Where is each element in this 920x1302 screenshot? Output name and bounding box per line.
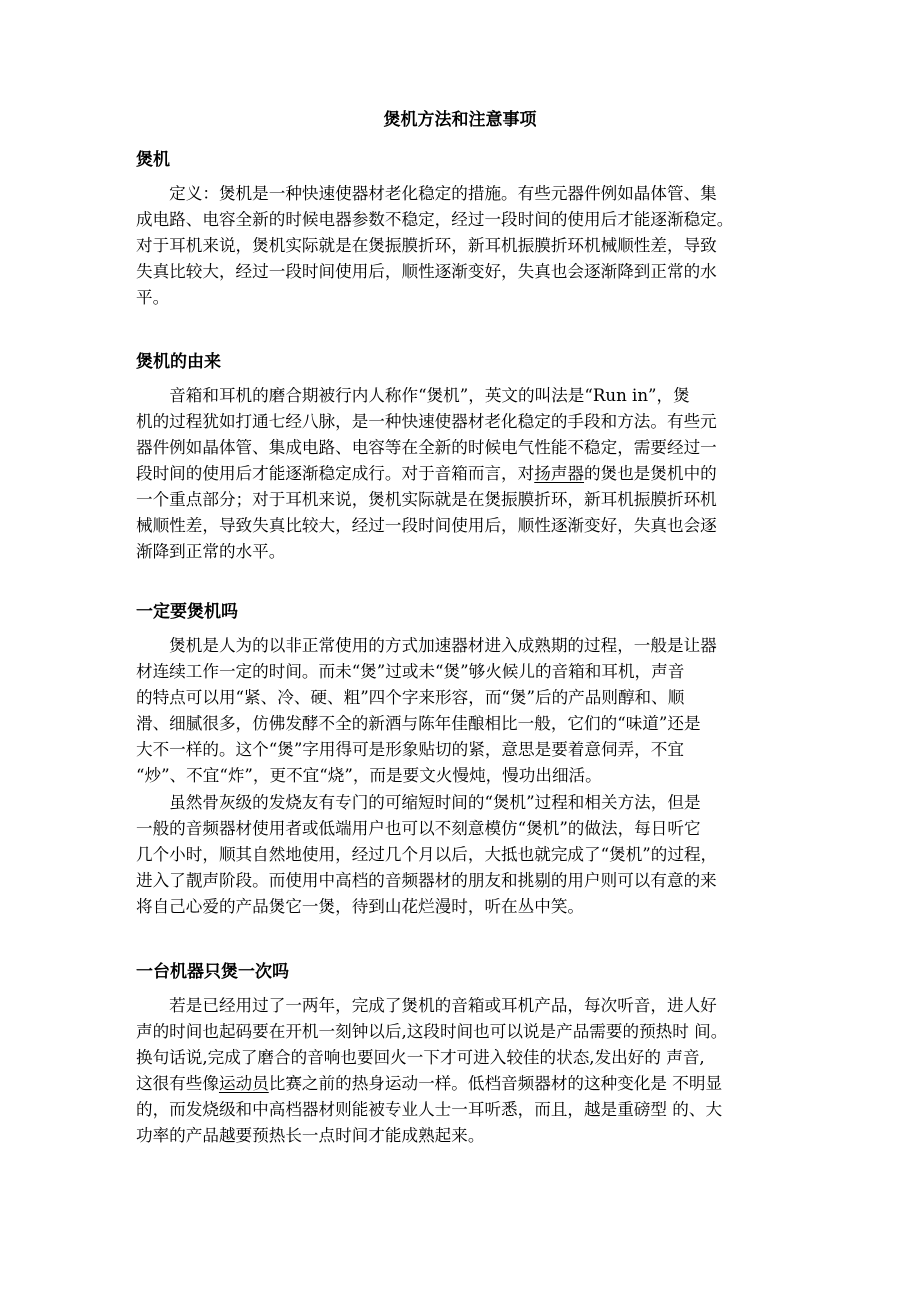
paragraph-once <box>136 993 790 1149</box>
paragraph-necessity-1 <box>136 633 790 789</box>
line-text: 比赛之前的热身运动一样。低档音频器材的这种变化是 不明显 <box>268 1074 723 1093</box>
paragraph-line: 声的时间也起码要在开机一刻钟以后,这段时间也可以说是产品需要的预热时 间。 <box>136 1022 728 1041</box>
paragraph-line: 一般的音频器材使用者或低端用户也可以不刻意模仿“煲机”的做法，每日听它 <box>136 819 701 838</box>
paragraph-line: 机的过程犹如打通七经八脉，是一种快速使器材老化稳定的手段和方法。有些元 <box>136 412 717 431</box>
paragraph-line: 几个小时，顺其自然地使用，经过几个月以后，大抵也就完成了“煲机”的过程， <box>136 845 718 864</box>
paragraph-line: 煲机是人为的以非正常使用的方式加速器材进入成熟期的过程，一般是让器 <box>136 636 717 655</box>
paragraph-line: 将自己心爱的产品煲它一煲，待到山花烂漫时，听在丛中笑。 <box>136 897 585 916</box>
paragraph-line: 一个重点部分；对于耳机来说，煲机实际就是在煲振膜折环，新耳机振膜折环机 <box>136 490 717 509</box>
paragraph-line <box>136 461 790 487</box>
section-heading-necessity: 一定要煲机吗 <box>136 602 238 622</box>
paragraph-line: 渐降到正常的水平。 <box>136 542 286 561</box>
paragraph-origin <box>136 383 790 565</box>
paragraph-line: 换句话说,完成了磨合的音响也要回火一下才可进入较佳的状态,发出好的 声音, <box>136 1048 705 1067</box>
paragraph-line: 功率的产品越要预热长一点时间才能成熟起来。 <box>136 1126 485 1145</box>
paragraph-line: 定义：煲机是一种快速使器材老化稳定的措施。有些元器件例如晶体管、集 <box>136 184 717 203</box>
paragraph-line: 械顺性差，导致失真比较大，经过一段时间使用后，顺性逐渐变好，失真也会逐 <box>136 516 717 535</box>
speaker-link[interactable]: 扬声器 <box>534 464 585 483</box>
paragraph-line: 成电路、电容全新的时候电器参数不稳定，经过一段时间的使用后才能逐渐稳定。 <box>136 210 734 229</box>
paragraph-line: 的特点可以用“紧、冷、硬、粗”四个字来形容，而“煲”后的产品则醇和、顺 <box>136 688 685 707</box>
paragraph-line: 的，而发烧级和中高档器材则能被专业人士一耳听悉，而且，越是重磅型 的、大 <box>136 1100 723 1119</box>
paragraph-line: 音箱和耳机的磨合期被行内人称作“煲机”，英文的叫法是“Run in”，煲 <box>136 386 690 405</box>
section-heading-definition: 煲机 <box>136 150 170 170</box>
paragraph-line: 虽然骨灰级的发烧友有专门的可缩短时间的“煲机”过程和相关方法，但是 <box>136 793 701 812</box>
document-title: 煲机方法和注意事项 <box>383 110 537 130</box>
paragraph-line: 进入了靓声阶段。而使用中高档的音频器材的朋友和挑剔的用户则可以有意的来 <box>136 871 717 890</box>
paragraph-necessity-2 <box>136 790 790 920</box>
line-text: 这很有些像 <box>136 1074 219 1093</box>
line-text: 的煲也是煲机中的 <box>584 464 717 483</box>
paragraph-line: 失真比较大，经过一段时间使用后，顺性逐渐变好，失真也会逐渐降到正常的水 <box>136 262 717 281</box>
section-heading-origin: 煲机的由来 <box>136 352 221 372</box>
section-heading-once: 一台机器只煲一次吗 <box>136 962 289 982</box>
paragraph-line <box>136 1071 790 1097</box>
line-text: 段时间的使用后才能逐渐稳定成行。对于音箱而言，对 <box>136 464 535 483</box>
athlete-link[interactable]: 运动员 <box>218 1074 269 1093</box>
paragraph-line: “炒”、不宜“炸”，更不宜“烧”，而是要文火慢炖，慢功出细活。 <box>136 766 602 785</box>
paragraph-line: 平。 <box>136 288 170 307</box>
paragraph-line: 对于耳机来说，煲机实际就是在煲振膜折环，新耳机振膜折环机械顺性差，导致 <box>136 236 717 255</box>
paragraph-line: 材连续工作一定的时间。而未“煲”过或未“煲”够火候儿的音箱和耳机，声音 <box>136 662 685 681</box>
paragraph-line: 大不一样的。这个“煲”字用得可是形象贴切的紧，意思是要着意伺弄，不宜 <box>136 740 684 759</box>
paragraph-line: 滑、细腻很多，仿佛发酵不全的新酒与陈年佳酿相比一般，它们的“味道”还是 <box>136 714 701 733</box>
paragraph-line: 器件例如晶体管、集成电路、电容等在全新的时候电气性能不稳定，需要经过一 <box>136 438 717 457</box>
paragraph-definition <box>136 181 790 311</box>
paragraph-line: 若是已经用过了一两年，完成了煲机的音箱或耳机产品，每次听音，进人好 <box>136 996 717 1015</box>
